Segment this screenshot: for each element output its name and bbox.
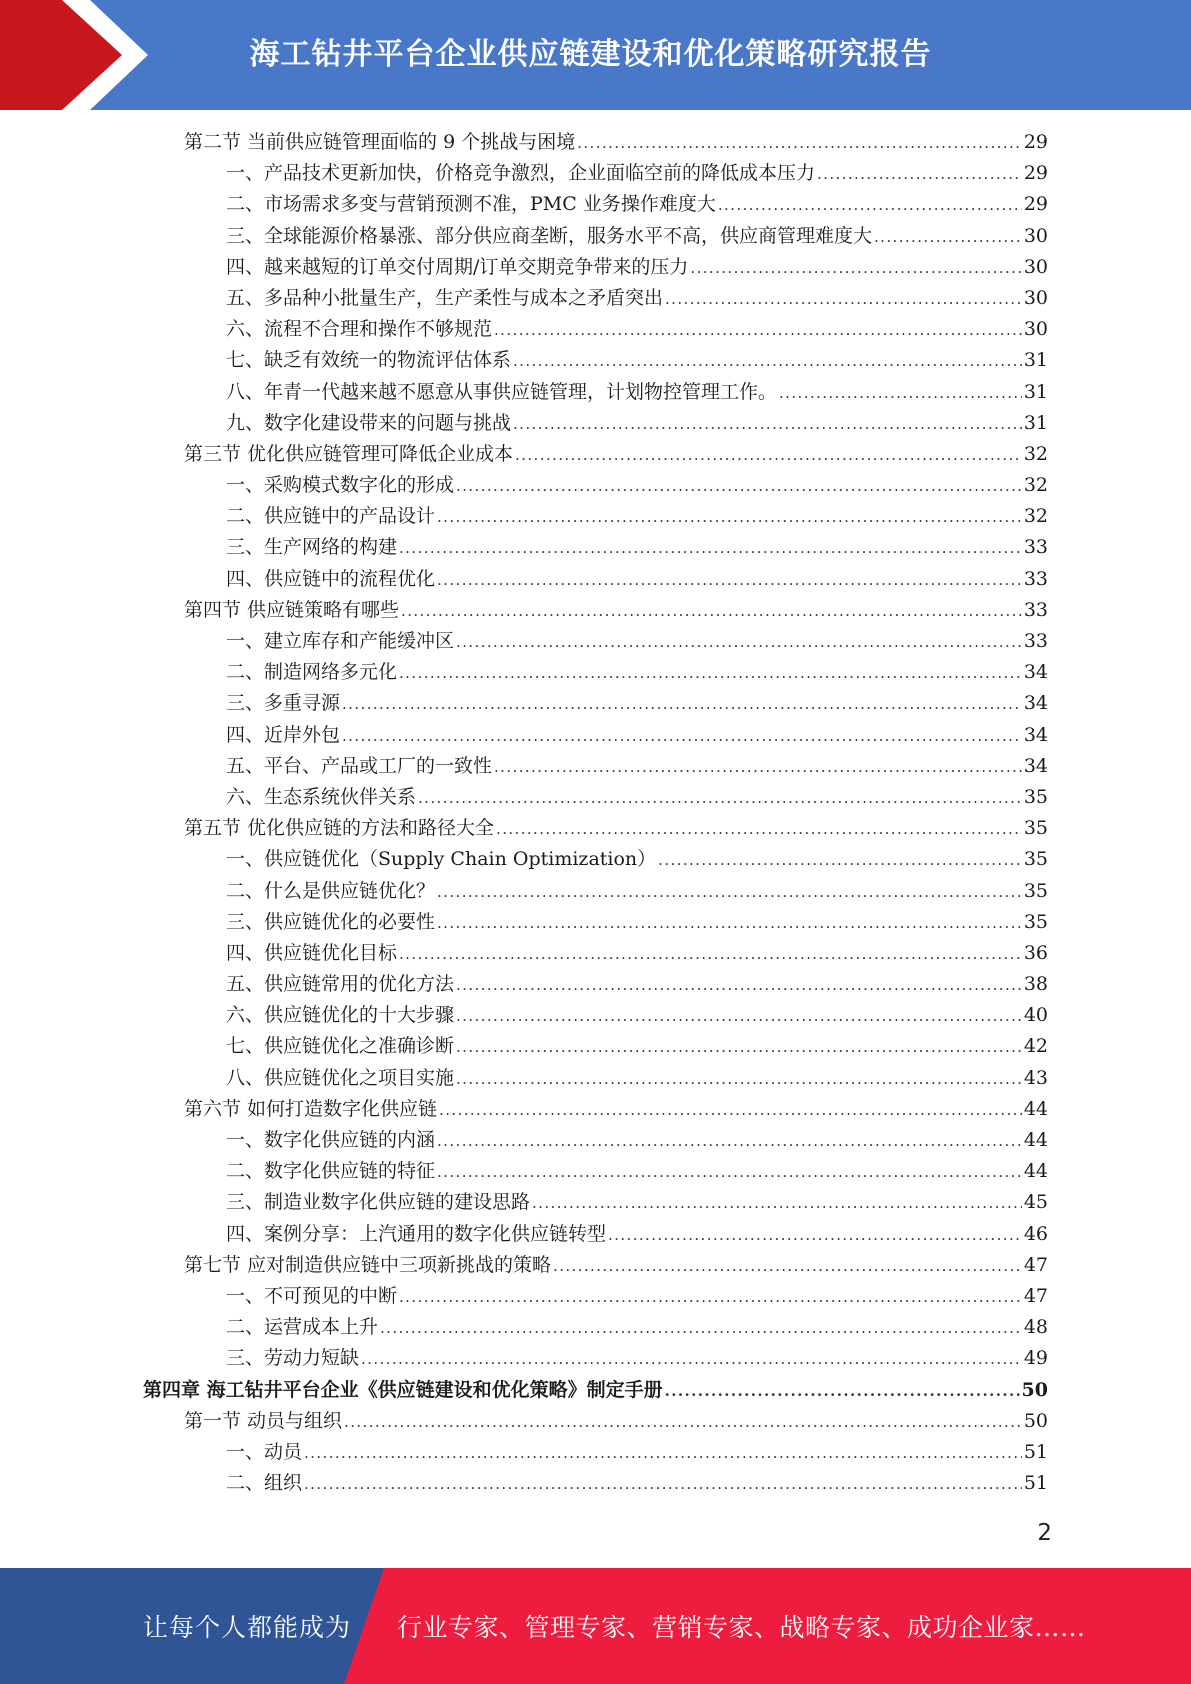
toc-subsection-entry[interactable] (143, 751, 1048, 782)
toc-entry-title: 九、数字化建设带来的问题与挑战 (226, 411, 512, 434)
toc-dot-leader (456, 1064, 1022, 1095)
toc-entry-title: 五、多品种小批量生产，生产柔性与成本之矛盾突出 (226, 286, 664, 309)
toc-page-number: 38 (1023, 973, 1048, 996)
toc-page-number: 32 (1023, 505, 1048, 528)
page-number: 2 (1037, 1520, 1052, 1546)
toc-entry-title: 四、越来越短的订单交付周期/订单交期竞争带来的压力 (226, 255, 689, 278)
toc-page-number: 30 (1023, 318, 1048, 341)
toc-dot-leader (437, 502, 1022, 533)
toc-subsection-entry[interactable] (143, 532, 1048, 563)
toc-subsection-entry[interactable] (143, 782, 1048, 813)
toc-subsection-entry[interactable] (143, 314, 1048, 345)
toc-entry-title: 第一节 动员与组织 (184, 1409, 343, 1432)
toc-dot-leader (494, 752, 1022, 783)
toc-page-number: 33 (1023, 536, 1048, 559)
table-of-contents (143, 127, 1048, 1499)
toc-dot-leader (304, 1438, 1022, 1469)
toc-subsection-entry[interactable] (143, 221, 1048, 252)
toc-page-number: 32 (1023, 442, 1048, 465)
toc-dot-leader (418, 783, 1022, 814)
toc-subsection-entry[interactable] (143, 377, 1048, 408)
footer-slogan-right: 行业专家、管理专家、营销专家、战略专家、成功企业家…… (397, 1613, 1086, 1642)
toc-page-number: 33 (1023, 567, 1048, 590)
toc-page-number: 29 (1023, 162, 1048, 185)
toc-dot-leader (342, 689, 1022, 720)
toc-dot-leader (665, 1376, 1020, 1407)
toc-entry-title: 六、流程不合理和操作不够规范 (226, 318, 493, 341)
toc-subsection-entry[interactable] (143, 938, 1048, 969)
toc-entry-title: 三、制造业数字化供应链的建设思路 (226, 1191, 531, 1214)
header-arrow-decoration (0, 0, 160, 110)
toc-subsection-entry[interactable] (143, 470, 1048, 501)
toc-page-number: 51 (1023, 1472, 1048, 1495)
toc-entry-title: 二、什么是供应链优化？ (226, 879, 436, 902)
toc-page-number: 31 (1023, 380, 1048, 403)
toc-dot-leader (577, 128, 1022, 159)
toc-subsection-entry[interactable] (143, 1312, 1048, 1343)
toc-entry-title: 第三节 优化供应链管理可降低企业成本 (184, 442, 514, 465)
toc-entry-title: 七、缺乏有效统一的物流评估体系 (226, 349, 512, 372)
toc-dot-leader (437, 908, 1022, 939)
toc-dot-leader (304, 1469, 1022, 1500)
toc-dot-leader (515, 440, 1022, 471)
toc-entry-title: 第六节 如何打造数字化供应链 (184, 1097, 438, 1120)
page-footer (0, 1568, 1191, 1684)
toc-page-number: 33 (1023, 630, 1048, 652)
toc-entry-title: 五、供应链常用的优化方法 (226, 973, 455, 996)
toc-page-number: 31 (1023, 411, 1048, 434)
toc-dot-leader (401, 596, 1022, 627)
toc-page-number: 35 (1023, 848, 1048, 871)
toc-page-number: 43 (1023, 1066, 1048, 1089)
toc-dot-leader (437, 877, 1022, 908)
toc-entry-title: 第七节 应对制造供应链中三项新挑战的策略 (184, 1253, 552, 1276)
toc-entry-title: 八、年青一代越来越不愿意从事供应链管理，计划物控管理工作。 (226, 380, 778, 403)
toc-page-number: 42 (1023, 1035, 1048, 1058)
toc-page-number: 44 (1023, 1160, 1048, 1183)
toc-subsection-entry[interactable] (143, 1468, 1048, 1499)
toc-page-number: 34 (1023, 754, 1048, 777)
toc-subsection-entry[interactable] (143, 688, 1048, 719)
toc-subsection-entry[interactable] (143, 1343, 1048, 1374)
toc-subsection-entry[interactable] (143, 1437, 1048, 1468)
footer-slogan-left: 让每个人都能成为 (143, 1613, 352, 1642)
toc-page-number: 45 (1023, 1191, 1048, 1214)
toc-subsection-entry[interactable] (143, 408, 1048, 439)
toc-entry-title: 三、劳动力短缺 (226, 1347, 360, 1370)
toc-entry-title: 四、近岸外包 (226, 723, 341, 746)
toc-dot-leader (456, 1001, 1022, 1032)
toc-page-number: 35 (1023, 785, 1048, 808)
toc-subsection-entry[interactable] (143, 1000, 1048, 1031)
toc-section-entry[interactable] (143, 1094, 1048, 1125)
toc-page-number: 32 (1023, 474, 1048, 497)
toc-entry-title: 第二节 当前供应链管理面临的 9 个挑战与困境 (184, 131, 576, 153)
toc-dot-leader (658, 845, 1022, 876)
toc-entry-title: 一、产品技术更新加快，价格竞争激烈，企业面临空前的降低成本压力 (226, 162, 816, 185)
toc-subsection-entry[interactable] (143, 657, 1048, 688)
toc-page-number: 30 (1023, 224, 1048, 247)
toc-page-number: 30 (1023, 286, 1048, 309)
toc-subsection-entry[interactable] (143, 969, 1048, 1000)
toc-dot-leader (344, 1407, 1022, 1438)
toc-subsection-entry[interactable] (143, 1187, 1048, 1218)
toc-dot-leader (437, 565, 1022, 596)
toc-page-number: 46 (1023, 1222, 1048, 1245)
toc-entry-title: 一、不可预见的中断 (226, 1284, 398, 1307)
toc-entry-title: 五、平台、产品或工厂的一致性 (226, 754, 493, 777)
toc-dot-leader (608, 1220, 1022, 1251)
toc-dot-leader (399, 533, 1022, 564)
toc-section-entry[interactable] (143, 813, 1048, 844)
toc-entry-title: 一、动员 (226, 1440, 303, 1463)
toc-page-number: 34 (1023, 723, 1048, 746)
toc-dot-leader (532, 1188, 1022, 1219)
toc-page-number: 47 (1023, 1253, 1048, 1276)
toc-section-entry[interactable] (143, 1250, 1048, 1281)
toc-dot-leader (690, 253, 1021, 284)
toc-entry-title: 一、供应链优化（Supply Chain Optimization） (226, 848, 657, 871)
toc-dot-leader (361, 1344, 1022, 1375)
toc-entry-title: 第五节 优化供应链的方法和路径大全 (184, 817, 495, 840)
toc-dot-leader (437, 1126, 1022, 1157)
toc-entry-title: 二、市场需求多变与营销预测不准，PMC 业务操作难度大 (226, 193, 716, 216)
toc-dot-leader (439, 1095, 1022, 1126)
toc-subsection-entry[interactable] (143, 564, 1048, 595)
toc-entry-title: 二、运营成本上升 (226, 1316, 379, 1339)
toc-dot-leader (496, 814, 1022, 845)
toc-page-number: 44 (1023, 1129, 1048, 1151)
toc-subsection-entry[interactable] (143, 720, 1048, 751)
toc-subsection-entry[interactable] (143, 876, 1048, 907)
toc-subsection-entry[interactable] (143, 907, 1048, 938)
toc-page-number: 49 (1023, 1347, 1048, 1370)
toc-page-number: 44 (1023, 1097, 1048, 1120)
toc-entry-title: 四、供应链中的流程优化 (226, 567, 436, 590)
toc-dot-leader (456, 1032, 1022, 1063)
toc-entry-title: 第四章 海工钻井平台企业《供应链建设和优化策略》制定手册 (143, 1378, 663, 1401)
toc-dot-leader (817, 159, 1022, 190)
toc-page-number: 29 (1023, 193, 1048, 216)
toc-page-number: 34 (1023, 661, 1048, 684)
toc-dot-leader (399, 939, 1022, 970)
toc-section-entry[interactable] (143, 595, 1048, 626)
toc-subsection-entry[interactable] (143, 1219, 1048, 1250)
toc-dot-leader (718, 190, 1022, 221)
toc-page-number: 33 (1023, 598, 1048, 621)
toc-entry-title: 一、采购模式数字化的形成 (226, 474, 455, 497)
toc-subsection-entry[interactable] (143, 1063, 1048, 1094)
toc-section-entry[interactable] (143, 127, 1048, 158)
toc-subsection-entry[interactable] (143, 283, 1048, 314)
toc-subsection-entry[interactable] (143, 1156, 1048, 1187)
toc-entry-title: 四、案例分享：上汽通用的数字化供应链转型 (226, 1222, 607, 1245)
toc-subsection-entry[interactable] (143, 158, 1048, 189)
document-title: 海工钻井平台企业供应链建设和优化策略研究报告 (249, 37, 932, 72)
toc-entry-title: 二、组织 (226, 1472, 303, 1495)
toc-dot-leader (456, 471, 1022, 502)
toc-page-number: 51 (1023, 1440, 1048, 1463)
toc-dot-leader (513, 346, 1022, 377)
toc-entry-title: 六、供应链优化的十大步骤 (226, 1004, 455, 1027)
toc-dot-leader (342, 721, 1022, 752)
toc-page-number: 50 (1021, 1378, 1048, 1401)
toc-entry-title: 一、建立库存和产能缓冲区 (226, 630, 455, 652)
toc-dot-leader (553, 1251, 1022, 1282)
toc-subsection-entry[interactable] (143, 1125, 1048, 1156)
toc-section-entry[interactable] (143, 1406, 1048, 1437)
toc-entry-title: 二、数字化供应链的特征 (226, 1160, 436, 1183)
toc-page-number: 36 (1023, 941, 1048, 964)
toc-dot-leader (513, 409, 1022, 440)
toc-entry-title: 八、供应链优化之项目实施 (226, 1066, 455, 1089)
toc-dot-leader (456, 627, 1022, 658)
toc-page-number: 30 (1023, 255, 1048, 278)
toc-page-number: 35 (1023, 910, 1048, 933)
toc-page-number: 48 (1023, 1316, 1048, 1339)
toc-dot-leader (399, 658, 1022, 689)
toc-page-number: 47 (1023, 1284, 1048, 1307)
toc-dot-leader (399, 1282, 1022, 1313)
toc-entry-title: 三、多重寻源 (226, 692, 341, 715)
toc-dot-leader (380, 1313, 1022, 1344)
toc-subsection-entry[interactable] (143, 345, 1048, 376)
toc-page-number: 35 (1023, 817, 1048, 840)
toc-subsection-entry[interactable] (143, 189, 1048, 220)
toc-subsection-entry[interactable] (143, 844, 1048, 875)
toc-entry-title: 二、供应链中的产品设计 (226, 505, 436, 528)
toc-page-number: 29 (1023, 131, 1048, 153)
toc-dot-leader (874, 222, 1022, 253)
toc-subsection-entry[interactable] (143, 501, 1048, 532)
toc-entry-title: 二、制造网络多元化 (226, 661, 398, 684)
toc-page-number: 35 (1023, 879, 1048, 902)
toc-page-number: 31 (1023, 349, 1048, 372)
toc-dot-leader (456, 970, 1022, 1001)
toc-subsection-entry[interactable] (143, 252, 1048, 283)
toc-section-entry[interactable] (143, 439, 1048, 470)
toc-dot-leader (779, 378, 1022, 409)
toc-subsection-entry[interactable] (143, 1281, 1048, 1312)
toc-subsection-entry[interactable] (143, 1031, 1048, 1062)
toc-chapter-entry[interactable] (143, 1375, 1048, 1406)
toc-entry-title: 七、供应链优化之准确诊断 (226, 1035, 455, 1058)
toc-dot-leader (494, 315, 1022, 346)
toc-entry-title: 三、全球能源价格暴涨、部分供应商垄断，服务水平不高，供应商管理难度大 (226, 224, 873, 247)
toc-dot-leader (437, 1157, 1022, 1188)
toc-entry-title: 三、生产网络的构建 (226, 536, 398, 559)
toc-dot-leader (665, 284, 1022, 315)
toc-entry-title: 一、数字化供应链的内涵 (226, 1129, 436, 1151)
toc-page-number: 50 (1023, 1409, 1048, 1432)
toc-page-number: 34 (1023, 692, 1048, 715)
toc-page-number: 40 (1023, 1004, 1048, 1027)
toc-entry-title: 第四节 供应链策略有哪些 (184, 598, 400, 621)
page-header (0, 0, 1191, 110)
toc-subsection-entry[interactable] (143, 626, 1048, 657)
toc-entry-title: 四、供应链优化目标 (226, 941, 398, 964)
toc-entry-title: 三、供应链优化的必要性 (226, 910, 436, 933)
toc-entry-title: 六、生态系统伙伴关系 (226, 785, 417, 808)
